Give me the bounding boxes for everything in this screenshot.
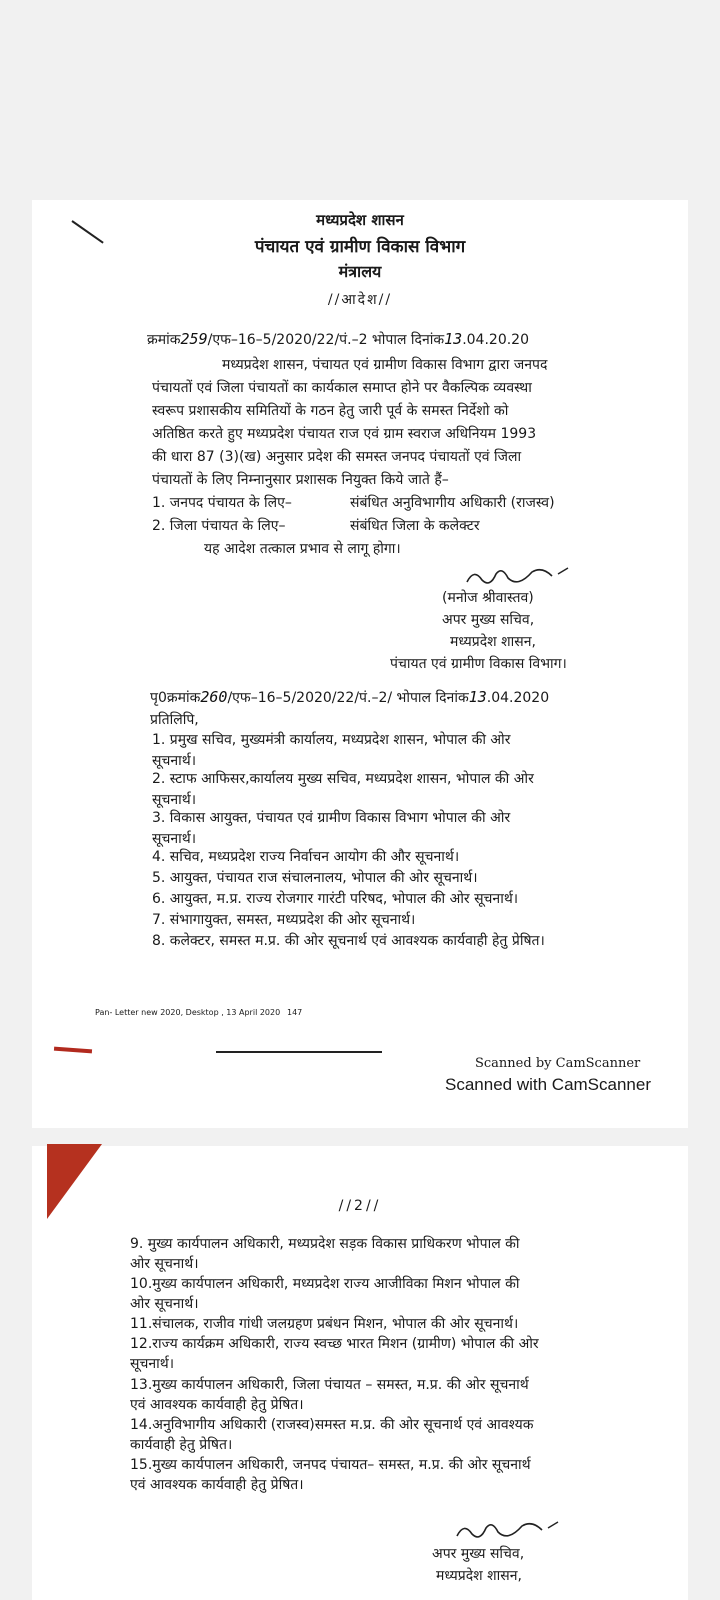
copy-line: सूचनार्थ।	[152, 792, 197, 808]
body-line: अतिष्ठित करते हुए मध्यप्रदेश पंचायत राज एवं ग्राम स्वराज अधिनियम 1993	[152, 426, 537, 442]
scanned-with-watermark: Scanned with CamScanner	[445, 1075, 652, 1094]
copy-line: 7. संभागायुक्त, समस्त, मध्यप्रदेश की ओर सूचनार्थ।	[152, 912, 416, 928]
copy-line: एवं आवश्यक कार्यवाही हेतु प्रेषित।	[130, 1397, 304, 1413]
appointment-1-value: संबंधित अनुविभागीय अधिकारी (राजस्व)	[350, 495, 555, 511]
footer-page-number: 147	[287, 1008, 303, 1017]
edge-shadow	[54, 1047, 92, 1054]
body-line: पंचायतों के लिए निम्नानुसार प्रशासक नियुक्त किये जाते हैं–	[152, 472, 449, 488]
document-page-2	[32, 1146, 688, 1600]
appointment-1-label: 1. जनपद पंचायत के लिए–	[152, 495, 292, 511]
copy-line: सूचनार्थ।	[130, 1356, 175, 1372]
copy-line: ओर सूचनार्थ।	[130, 1296, 199, 1312]
copy-date-rest: .04.2020	[486, 690, 550, 706]
copy-line: 6. आयुक्त, म.प्र. राज्य रोजगार गारंटी परिषद, भोपाल की ओर सूचनार्थ।	[152, 891, 519, 907]
signatory-name: (मनोज श्रीवास्तव)	[442, 590, 534, 606]
copy-ref-prefix: पृ0क्रमांक	[150, 690, 201, 706]
body-line: स्वरूप प्रशासकीय समितियों के गठन हेतु जारी पूर्व के समस्त निर्देशो को	[152, 403, 509, 419]
effect-line: यह आदेश तत्काल प्रभाव से लागू होगा।	[204, 541, 401, 557]
copy-line: एवं आवश्यक कार्यवाही हेतु प्रेषित।	[130, 1477, 304, 1493]
copy-number-handwritten: 260	[200, 688, 228, 706]
signatory-title-3: पंचायत एवं ग्रामीण विकास विभाग।	[390, 656, 567, 672]
copy-line: ओर सूचनार्थ।	[130, 1256, 199, 1272]
copy-line: 11.संचालक, राजीव गांधी जलग्रहण प्रबंधन मिशन, भोपाल की ओर सूचनार्थ।	[130, 1316, 519, 1332]
document-page-1	[32, 200, 688, 1128]
body-line: पंचायतों एवं जिला पंचायतों का कार्यकाल समाप्त होने पर वैकल्पिक व्यवस्था	[152, 380, 532, 396]
copy-ref-rest: /एफ–16–5/2020/22/पं.–2/ भोपाल दिनांक	[227, 690, 469, 706]
scan-edge-line	[216, 1051, 382, 1053]
copy-reference	[150, 688, 549, 707]
body-line: मध्यप्रदेश शासन, पंचायत एवं ग्रामीण विकास विभाग द्वारा जनपद	[222, 357, 548, 373]
signatory-title-1: अपर मुख्य सचिव,	[442, 612, 535, 628]
signatory-title-2: मध्यप्रदेश शासन,	[450, 634, 536, 650]
copy-line: सूचनार्थ।	[152, 753, 197, 769]
header-line-3: मंत्रालय	[338, 262, 382, 281]
order-heading: //आदेश//	[327, 292, 393, 308]
order-date-handwritten: 13	[444, 330, 463, 348]
copy-line: 9. मुख्य कार्यपालन अधिकारी, मध्यप्रदेश सड़क विकास प्राधिकरण भोपाल की	[130, 1236, 520, 1252]
copy-line: 14.अनुविभागीय अधिकारी (राजस्व)समस्त म.प्र. की ओर सूचनार्थ एवं आवश्यक	[130, 1417, 534, 1433]
appointment-2-value: संबंधित जिला के कलेक्टर	[350, 518, 480, 534]
header-line-1: मध्यप्रदेश शासन	[316, 211, 404, 229]
copy-line: 8. कलेक्टर, समस्त म.प्र. की ओर सूचनार्थ एवं आवश्यक कार्यवाही हेतु प्रेषित।	[152, 933, 545, 949]
copy-date-handwritten: 13	[468, 688, 487, 706]
signatory-title-2: मध्यप्रदेश शासन,	[436, 1568, 522, 1584]
copy-line: 2. स्टाफ आफिसर,कार्यालय मुख्य सचिव, मध्यप्रदेश शासन, भोपाल की ओर	[152, 771, 534, 787]
order-ref-rest: /एफ–16–5/2020/22/पं.–2 भोपाल दिनांक	[207, 332, 445, 348]
order-date-rest: .04.20.20	[462, 332, 529, 348]
copy-line: 1. प्रमुख सचिव, मुख्यमंत्री कार्यालय, मध्यप्रदेश शासन, भोपाल की ओर	[152, 732, 511, 748]
signature-mark	[452, 1516, 562, 1546]
footer-file-path: Pan- Letter new 2020, Desktop , 13 April 2020	[95, 1008, 281, 1017]
order-reference	[147, 330, 529, 349]
copy-heading: प्रतिलिपि,	[150, 712, 199, 728]
appointment-2-label: 2. जिला पंचायत के लिए–	[152, 518, 286, 534]
copy-line: 4. सचिव, मध्यप्रदेश राज्य निर्वाचन आयोग की और सूचनार्थ।	[152, 849, 460, 865]
body-line: की धारा 87 (3)(ख) अनुसार प्रदेश की समस्त जनपद पंचायतों एवं जिला	[152, 449, 522, 465]
signatory-title-1: अपर मुख्य सचिव,	[432, 1546, 525, 1562]
copy-line: 15.मुख्य कार्यपालन अधिकारी, जनपद पंचायत– समस्त, म.प्र. की ओर सूचनार्थ	[130, 1457, 531, 1473]
copy-line: कार्यवाही हेतु प्रेषित।	[130, 1437, 233, 1453]
order-ref-prefix: क्रमांक	[147, 332, 181, 348]
copy-line: 13.मुख्य कार्यपालन अधिकारी, जिला पंचायत – समस्त, म.प्र. की ओर सूचनार्थ	[130, 1377, 529, 1393]
scanned-by-watermark: Scanned by CamScanner	[475, 1056, 641, 1071]
copy-line: 3. विकास आयुक्त, पंचायत एवं ग्रामीण विकास विभाग भोपाल की ओर	[152, 810, 511, 826]
copy-line: 5. आयुक्त, पंचायत राज संचालनालय, भोपाल की ओर सूचनार्थ।	[152, 870, 478, 886]
page-marker: //2//	[338, 1198, 382, 1214]
copy-line: सूचनार्थ।	[152, 831, 197, 847]
copy-line: 12.राज्य कार्यक्रम अधिकारी, राज्य स्वच्छ भारत मिशन (ग्रामीण) भोपाल की ओर	[130, 1336, 539, 1352]
copy-line: 10.मुख्य कार्यपालन अधिकारी, मध्यप्रदेश राज्य आजीविका मिशन भोपाल की	[130, 1276, 520, 1292]
order-number-handwritten: 259	[180, 330, 208, 348]
header-line-2: पंचायत एवं ग्रामीण विकास विभाग	[254, 237, 466, 257]
